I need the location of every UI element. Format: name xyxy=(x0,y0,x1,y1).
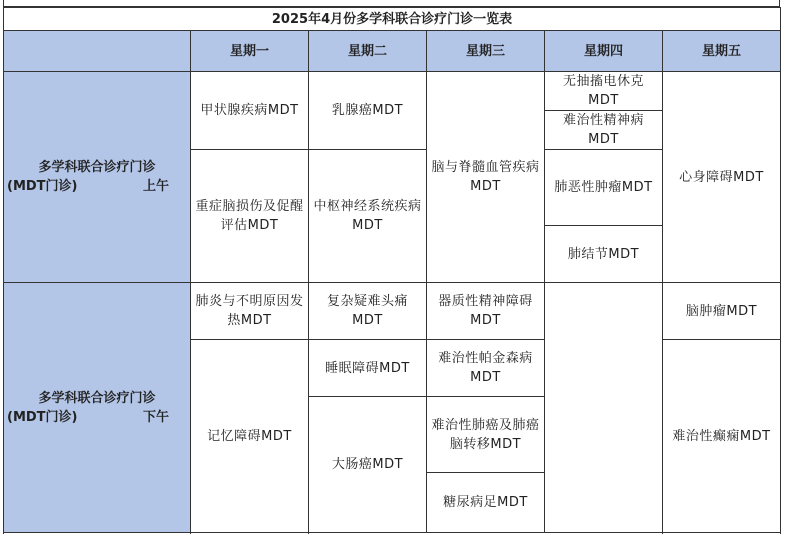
header-friday: 星期五 xyxy=(663,31,781,72)
afternoon-tuesday-clinic-2: 睡眠障碍MDT xyxy=(309,340,427,397)
afternoon-wednesday-clinic-4: 糖尿病足MDT xyxy=(427,473,545,533)
afternoon-friday-clinic-1: 脑肿瘤MDT xyxy=(663,283,781,340)
afternoon-friday-clinic-2: 难治性癫痫MDT xyxy=(663,340,781,533)
top-border-strip xyxy=(3,0,780,7)
afternoon-label-line2 xyxy=(7,408,187,427)
morning-thursday-clinic-4: 肺结节MDT xyxy=(545,226,663,283)
morning-thursday-clinic-2: 难治性精神病MDT xyxy=(545,111,663,150)
morning-monday-clinic-2: 重症脑损伤及促醒评估MDT xyxy=(191,150,309,283)
header-monday: 星期一 xyxy=(191,31,309,72)
afternoon-tuesday-clinic-3: 大肠癌MDT xyxy=(309,397,427,533)
afternoon-label-line1: 多学科联合诊疗门诊 xyxy=(38,390,156,406)
afternoon-monday-clinic-2: 记忆障碍MDT xyxy=(191,340,309,533)
table-title: 2025年4月份多学科联合诊疗门诊一览表 xyxy=(4,8,781,31)
afternoon-wednesday-clinic-3: 难治性肺癌及肺癌脑转移MDT xyxy=(427,397,545,473)
morning-session-label xyxy=(4,72,191,283)
morning-thursday-clinic-1: 无抽搐电休克MDT xyxy=(545,72,663,111)
header-corner xyxy=(4,31,191,72)
afternoon-label-mdt: (MDT门诊) xyxy=(7,409,78,425)
header-wednesday: 星期三 xyxy=(427,31,545,72)
afternoon-monday-clinic-1: 肺炎与不明原因发热MDT xyxy=(191,283,309,340)
morning-label-line1: 多学科联合诊疗门诊 xyxy=(38,160,156,175)
morning-thursday-clinic-3: 肺恶性肿瘤MDT xyxy=(545,150,663,226)
mdt-schedule-table xyxy=(3,7,781,533)
afternoon-wednesday-clinic-1: 器质性精神障碍MDT xyxy=(427,283,545,340)
afternoon-wednesday-clinic-2: 难治性帕金森病MDT xyxy=(427,340,545,397)
morning-label-time: 上午 xyxy=(142,179,169,194)
morning-monday-clinic-1: 甲状腺疾病MDT xyxy=(191,72,309,150)
header-tuesday: 星期二 xyxy=(309,31,427,72)
morning-wednesday-clinic-1: 脑与脊髓血管疾病MDT xyxy=(427,72,545,283)
morning-tuesday-clinic-1: 乳腺癌MDT xyxy=(309,72,427,150)
morning-tuesday-clinic-2: 中枢神经系统疾病MDT xyxy=(309,150,427,283)
header-thursday: 星期四 xyxy=(545,31,663,72)
afternoon-tuesday-clinic-1: 复杂疑难头痛MDT xyxy=(309,283,427,340)
afternoon-label-time: 下午 xyxy=(142,409,169,425)
morning-friday-clinic-1: 心身障碍MDT xyxy=(663,72,781,283)
afternoon-session-label xyxy=(4,283,191,533)
morning-label-line2 xyxy=(7,177,187,196)
afternoon-thursday-empty xyxy=(545,283,663,533)
morning-label-mdt: (MDT门诊) xyxy=(7,179,78,194)
